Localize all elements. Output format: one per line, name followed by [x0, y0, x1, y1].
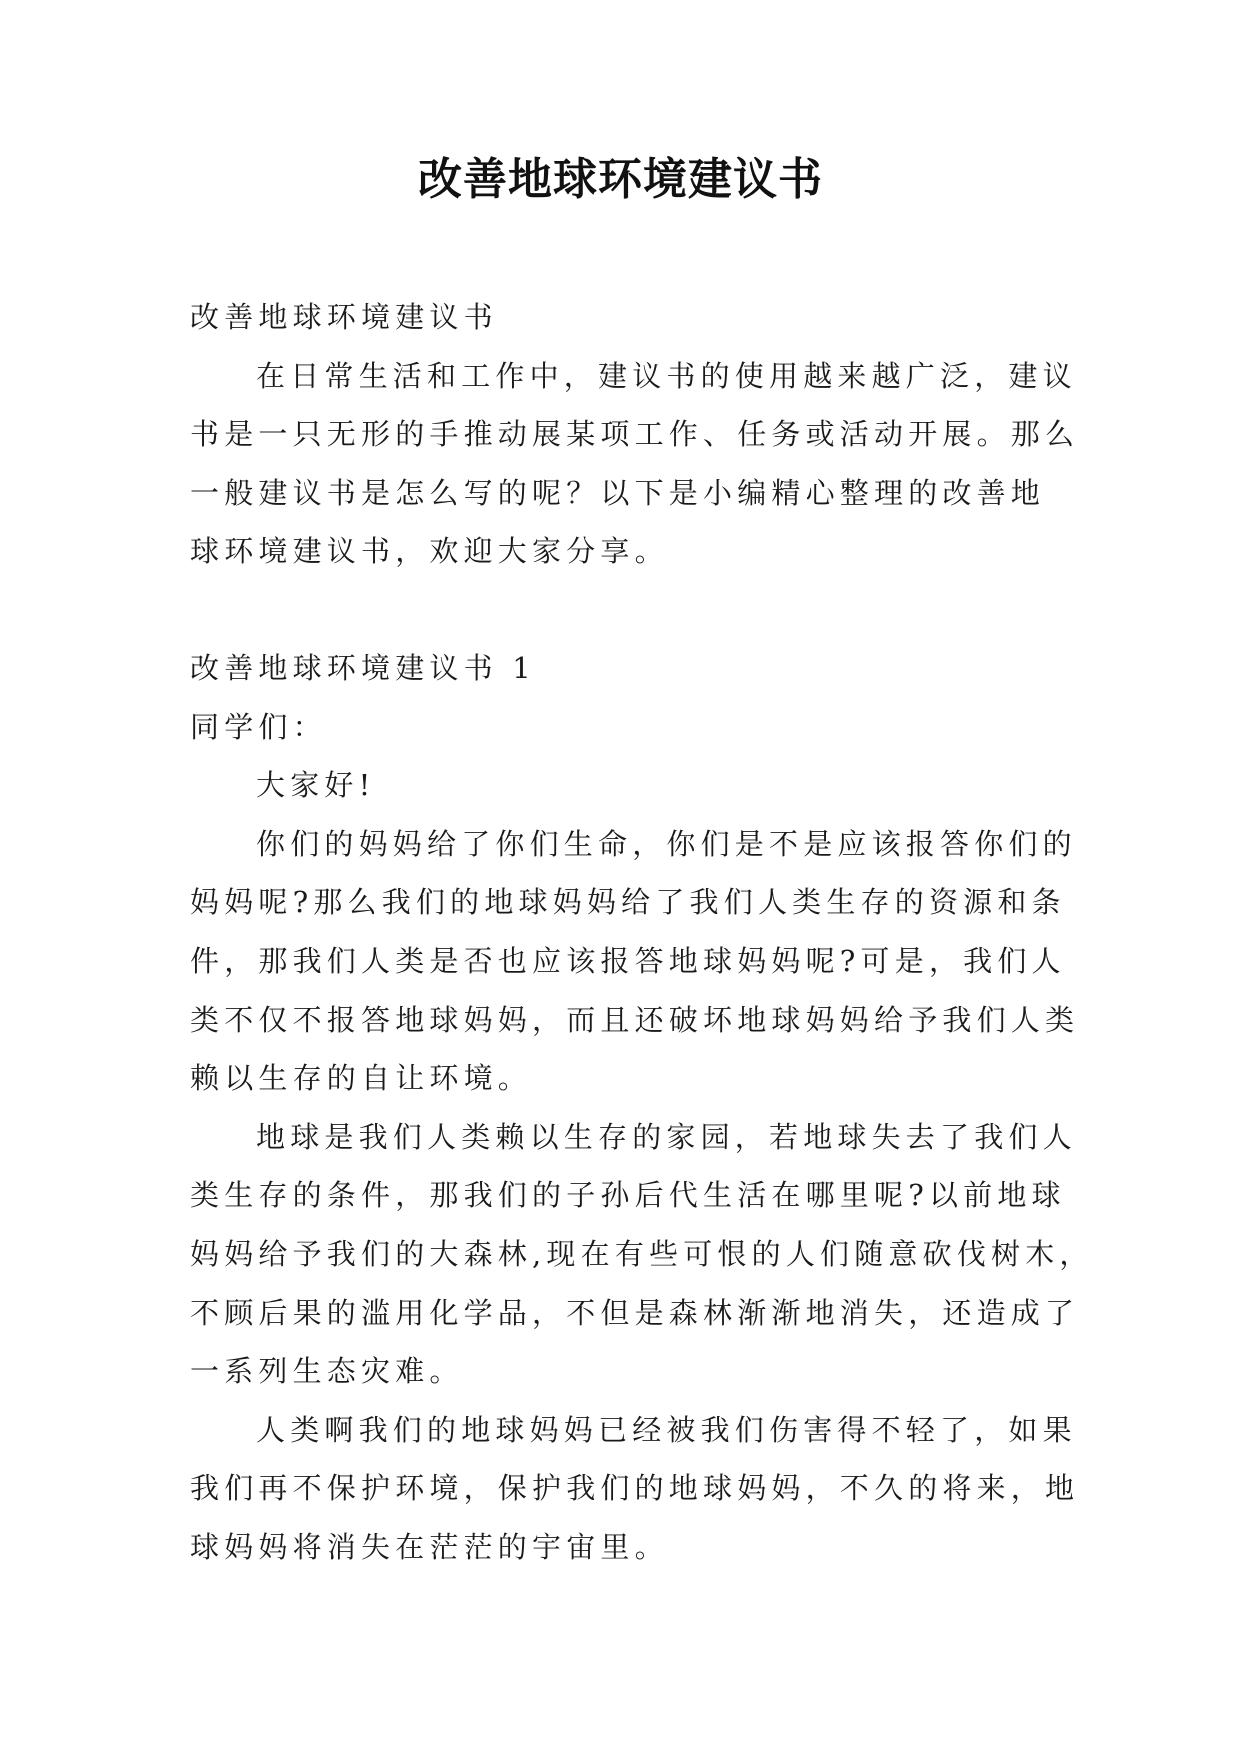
paragraph-line: 件，那我们人类是否也应该报答地球妈妈呢?可是，我们人 — [190, 943, 1066, 978]
paragraph-spacer — [190, 581, 1052, 639]
paragraph-line: 妈妈呢?那么我们的地球妈妈给了我们人类生存的资源和条 — [190, 885, 1066, 920]
paragraph-line: 类不仅不报答地球妈妈，而且还破坏地球妈妈给予我们人类 — [190, 1002, 1080, 1037]
paragraph-line: 赖以生存的自让环境。 — [190, 1061, 533, 1096]
paragraph-line: 一系列生态灾难。 — [190, 1354, 464, 1389]
paragraph-line: 人类啊我们的地球妈妈已经被我们伤害得不轻了，如果 — [256, 1412, 1077, 1447]
section-heading: 改善地球环境建议书 1 — [190, 650, 536, 685]
paragraph-1 — [190, 815, 1080, 1108]
intro-line: 在日常生活和工作中，建议书的使用越来越广泛，建议 — [256, 358, 1077, 393]
intro-line: 球环境建议书，欢迎大家分享。 — [190, 534, 669, 569]
paragraph-line: 不顾后果的滥用化学品，不但是森林渐渐地消失，还造成了 — [190, 1295, 1080, 1330]
document-body — [190, 288, 1094, 1576]
paragraph-line: 我们再不保护环境，保护我们的地球妈妈，不久的将来，地 — [190, 1471, 1080, 1506]
paragraph-line: 类生存的条件，那我们的子孙后代生活在哪里呢?以前地球 — [190, 1178, 1066, 1213]
intro-paragraph — [190, 347, 1080, 581]
paragraph-line: 地球是我们人类赖以生存的家园，若地球失去了我们人 — [256, 1119, 1077, 1154]
document-subtitle: 改善地球环境建议书 — [190, 300, 498, 334]
paragraph-line: 球妈妈将消失在茫茫的宇宙里。 — [190, 1529, 669, 1564]
paragraph-line: 你们的妈妈给了你们生命，你们是不是应该报答你们的 — [256, 826, 1077, 861]
intro-line: 书是一只无形的手推动展某项工作、任务或活动开展。那么 — [190, 417, 1080, 452]
paragraph-line: 妈妈给予我们的大森林,现在有些可恨的人们随意砍伐树木， — [190, 1236, 1094, 1271]
intro-line: 一般建议书是怎么写的呢？以下是小编精心整理的改善地 — [190, 475, 1046, 510]
paragraph-3 — [190, 1401, 1080, 1577]
document-title: 改善地球环境建议书 — [418, 154, 823, 205]
salutation: 同学们： — [190, 709, 327, 744]
greeting: 大家好! — [256, 768, 376, 803]
paragraph-2 — [190, 1108, 1094, 1401]
